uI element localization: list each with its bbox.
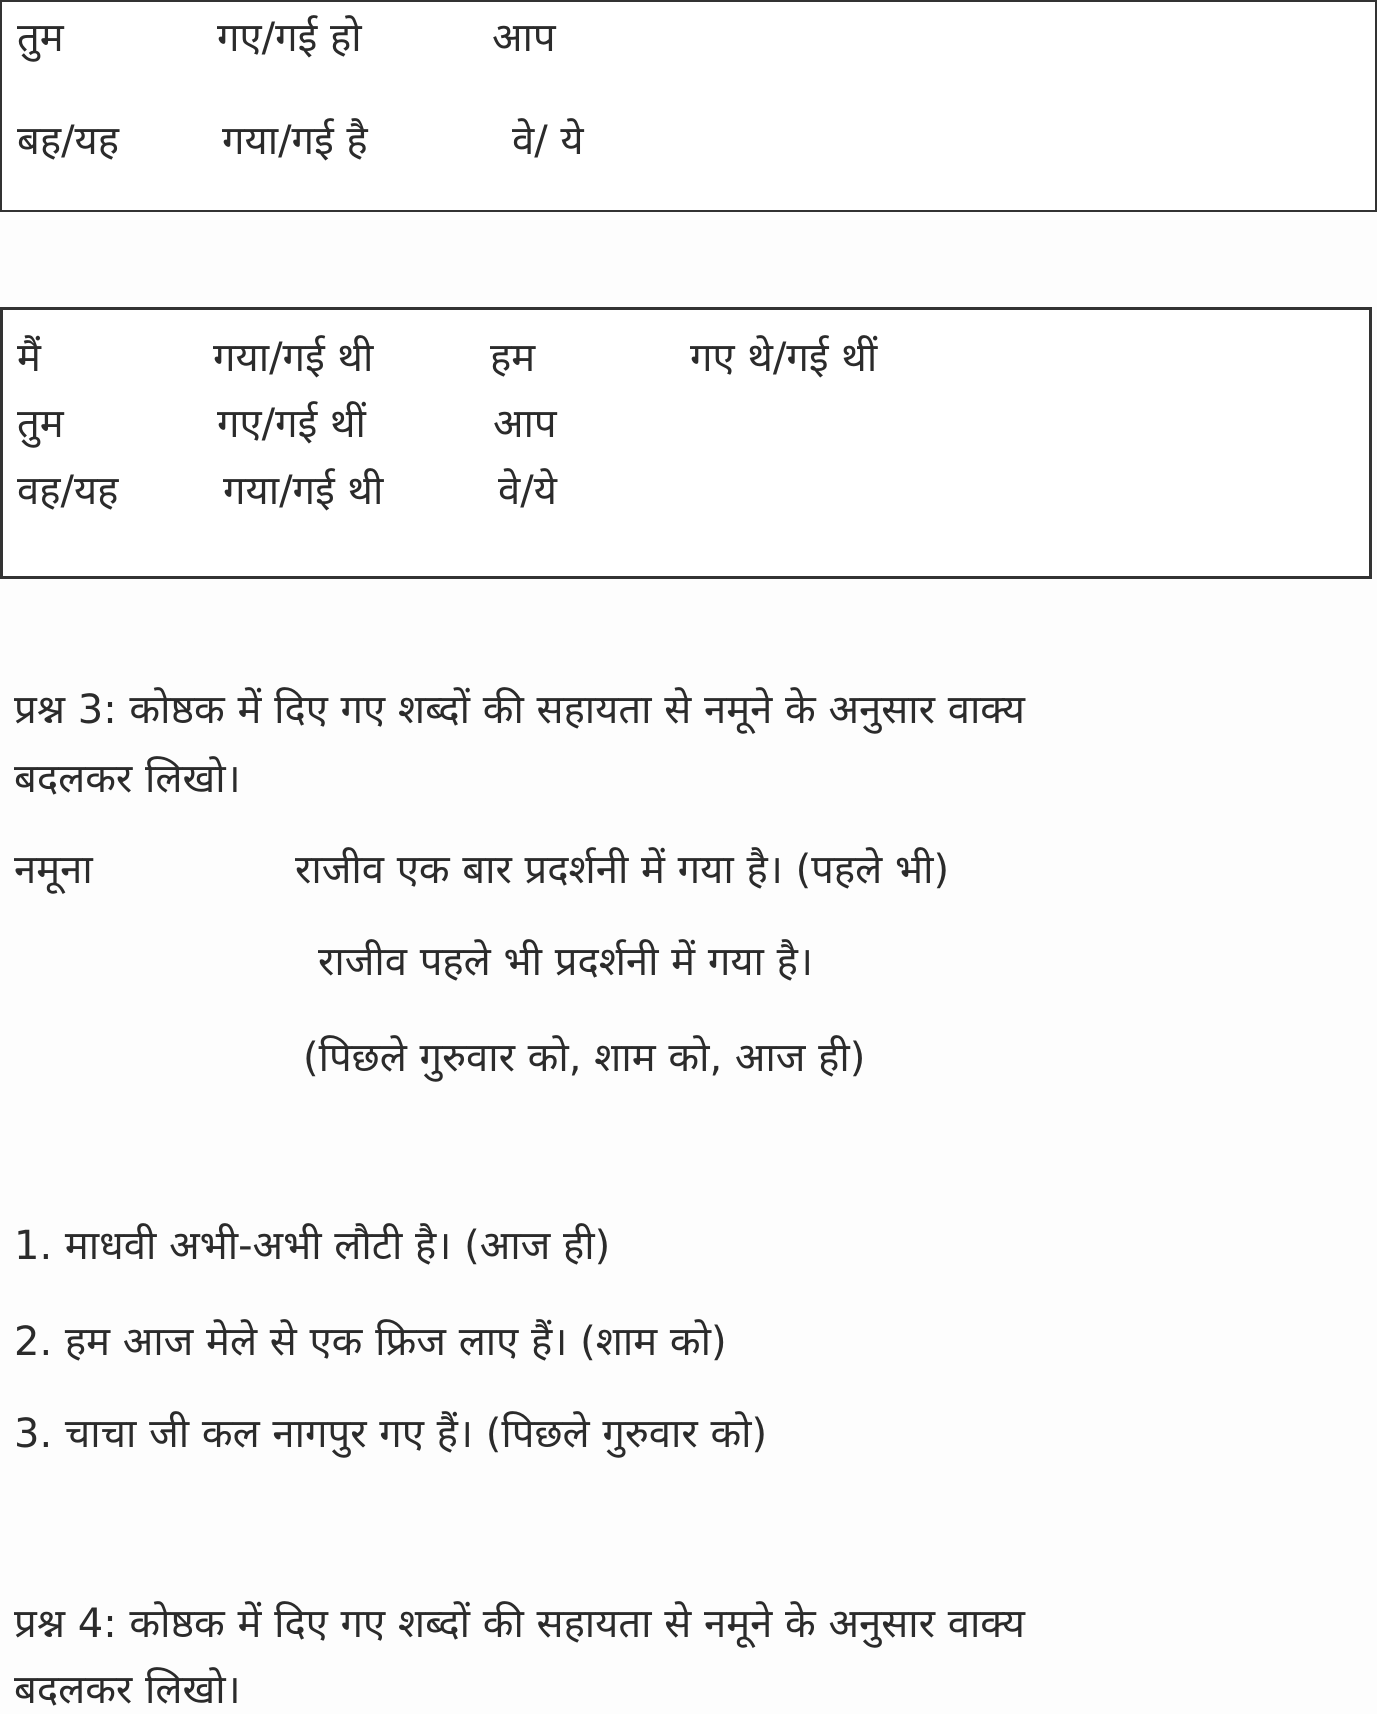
sample-label: नमूना (14, 847, 93, 893)
sample-sentence: राजीव एक बार प्रदर्शनी में गया है। (पहले भी) (295, 847, 950, 893)
conjugation-table-past-perfect (0, 307, 1372, 579)
table-cell: गए थे/गई थीं (690, 335, 878, 381)
table-cell: तुम (17, 15, 64, 61)
table-cell: आप (492, 15, 556, 61)
word-options: (पिछले गुरुवार को, शाम को, आज ही) (303, 1035, 866, 1081)
table-cell: गया/गई थी (223, 468, 384, 514)
table-cell: हम (490, 335, 536, 381)
table-cell: गए/गई थीं (217, 401, 366, 447)
exercise-item: 1. माधवी अभी-अभी लौटी है। (आज ही) (14, 1223, 611, 1269)
table-cell: गया/गई है (222, 118, 368, 164)
table-cell: गए/गई हो (217, 15, 362, 61)
question-3-heading-cont: बदलकर लिखो। (14, 756, 241, 802)
question-3-heading: प्रश्न 3: कोष्ठक में दिए गए शब्दों की सहायता से नमूने के अनुसार वाक्य (14, 687, 1025, 733)
table-cell: वह/यह (17, 468, 119, 514)
table-cell: बह/यह (17, 118, 119, 164)
question-4-heading: प्रश्न 4: कोष्ठक में दिए गए शब्दों की सहायता से नमूने के अनुसार वाक्य (14, 1601, 1025, 1647)
question-4-heading-cont: बदलकर लिखो। (14, 1667, 241, 1713)
exercise-item: 2. हम आज मेले से एक फ्रिज लाए हैं। (शाम को) (14, 1319, 727, 1365)
conjugation-table-present-perfect (0, 0, 1377, 212)
table-cell: तुम (17, 401, 64, 447)
table-cell: वे/ये (498, 468, 557, 514)
exercise-item: 3. चाचा जी कल नागपुर गए हैं। (पिछले गुरुवार को) (14, 1411, 768, 1457)
table-cell: आप (493, 401, 557, 447)
sample-answer: राजीव पहले भी प्रदर्शनी में गया है। (318, 939, 814, 985)
table-cell: गया/गई थी (213, 335, 374, 381)
table-cell: वे/ ये (512, 118, 584, 164)
table-cell: मैं (17, 335, 41, 381)
